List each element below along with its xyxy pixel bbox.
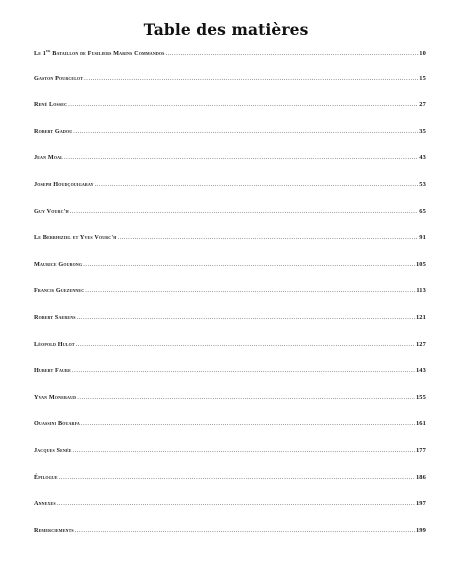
toc-entry[interactable] <box>34 306 426 333</box>
toc-entry-title: Robert Gadou <box>34 127 73 135</box>
dot-leader <box>70 208 419 215</box>
toc-entry-page-number: 27 <box>419 101 426 109</box>
dot-leader <box>68 101 418 108</box>
toc-entry[interactable] <box>34 359 426 386</box>
dot-leader <box>64 154 418 161</box>
dot-leader <box>166 50 419 57</box>
dot-leader <box>75 527 415 534</box>
toc-entry[interactable] <box>34 386 426 413</box>
toc-entry-title: Annexes <box>34 500 56 508</box>
dot-leader <box>72 367 415 374</box>
dot-leader <box>85 287 415 294</box>
dot-leader <box>81 420 415 427</box>
toc-entry[interactable] <box>34 333 426 360</box>
toc-entry[interactable] <box>34 226 426 253</box>
dot-leader <box>84 75 418 82</box>
toc-entry[interactable] <box>34 492 426 519</box>
toc-entry-page-number: 65 <box>419 207 426 215</box>
toc-entry[interactable] <box>34 120 426 147</box>
toc-entry-page-number: 105 <box>415 260 426 268</box>
toc-entry-title: Joseph Houdçouigaray <box>34 180 94 188</box>
dot-leader <box>77 394 415 401</box>
toc-entry[interactable] <box>34 146 426 173</box>
toc-entry-page-number: 127 <box>415 340 426 348</box>
toc-entry-title: Guy Vourc'h <box>34 207 69 215</box>
toc-entry-page-number: 155 <box>415 393 426 401</box>
toc-entry-page-number: 53 <box>419 180 426 188</box>
table-of-contents <box>34 40 426 545</box>
toc-entry-page-number: 121 <box>415 313 426 321</box>
toc-entry-title: Le 1er Bataillon de Fusiliers Marins Commandos <box>34 48 165 58</box>
toc-entry[interactable] <box>34 279 426 306</box>
toc-entry-page-number: 186 <box>415 473 426 481</box>
ordinal-superscript: er <box>46 48 51 53</box>
toc-entry-page-number: 197 <box>415 500 426 508</box>
toc-entry-page-number: 161 <box>415 420 426 428</box>
dot-leader <box>117 234 418 241</box>
toc-entry-page-number: 35 <box>419 127 426 135</box>
toc-entry-title: Francis Guezennec <box>34 287 85 295</box>
toc-entry[interactable] <box>34 466 426 493</box>
toc-entry[interactable] <box>34 412 426 439</box>
toc-entry[interactable] <box>34 173 426 200</box>
dot-leader <box>59 474 415 481</box>
page-title: Table des matières <box>143 20 309 39</box>
toc-entry-title: Jacques Senée <box>34 446 72 454</box>
toc-entry-title: Hubert Faure <box>34 367 71 375</box>
toc-entry[interactable] <box>34 40 426 67</box>
toc-entry-title: Maurice Gourong <box>34 260 83 268</box>
toc-entry[interactable] <box>34 439 426 466</box>
toc-entry-title: Gaston Pourcelot <box>34 74 84 82</box>
toc-entry-title: Remerciements <box>34 526 74 534</box>
toc-entry[interactable] <box>34 253 426 280</box>
toc-entry-title: Robert Saerens <box>34 313 76 321</box>
dot-leader <box>76 341 415 348</box>
toc-entry-title: Le Berrhiziel et Yves Vourc'h <box>34 234 117 242</box>
toc-entry-title: René Lossec <box>34 101 68 109</box>
dot-leader <box>73 128 418 135</box>
toc-entry-title: Ouassini Bouarfa <box>34 420 80 428</box>
toc-entry-page-number: 10 <box>419 50 426 58</box>
dot-leader <box>57 500 415 507</box>
dot-leader <box>95 181 419 188</box>
toc-entry-title: Jean Moal <box>34 154 63 162</box>
toc-entry-title: Yvan Moneraud <box>34 393 77 401</box>
toc-entry-page-number: 15 <box>419 74 426 82</box>
dot-leader <box>73 447 415 454</box>
toc-entry-title: Léopold Hulot <box>34 340 75 348</box>
toc-entry-page-number: 177 <box>415 446 426 454</box>
toc-entry-title: Épilogue <box>34 473 58 481</box>
toc-entry-page-number: 43 <box>419 154 426 162</box>
toc-entry[interactable] <box>34 93 426 120</box>
dot-leader <box>77 314 415 321</box>
toc-entry-page-number: 199 <box>415 526 426 534</box>
toc-entry[interactable] <box>34 519 426 546</box>
toc-entry[interactable] <box>34 67 426 94</box>
toc-entry-page-number: 143 <box>415 367 426 375</box>
toc-entry[interactable] <box>34 200 426 227</box>
toc-entry-page-number: 91 <box>419 234 426 242</box>
dot-leader <box>83 261 415 268</box>
toc-entry-page-number: 113 <box>416 287 426 295</box>
